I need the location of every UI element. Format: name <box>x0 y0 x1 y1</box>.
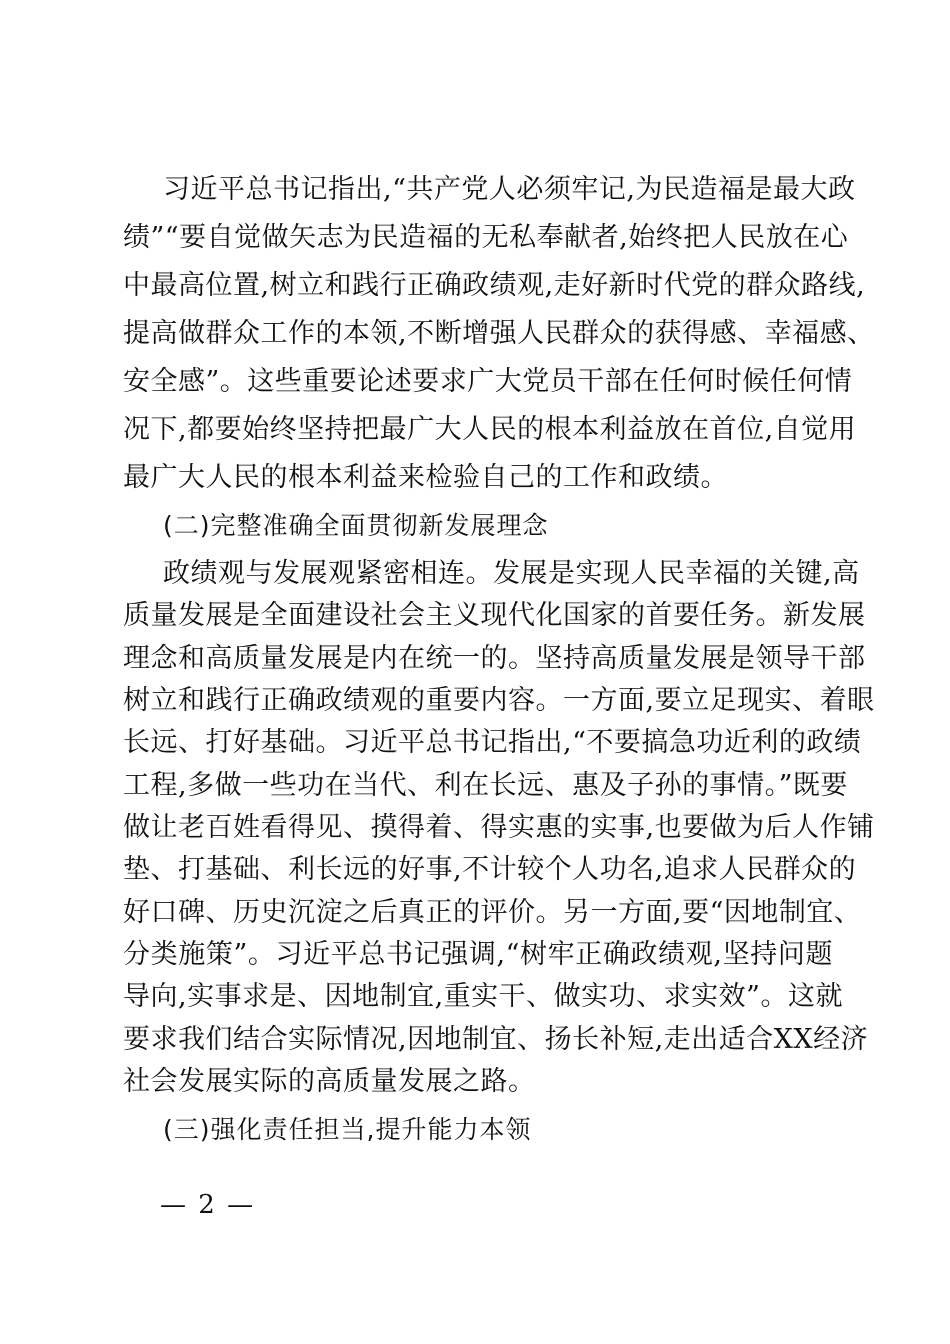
paragraph-1-line-3: 中最高位置,树立和践行正确政绩观,走好新时代党的群众路线, <box>123 270 866 301</box>
paragraph-1-line-1: 习近平总书记指出,“共产党人必须牢记,为民造福是最大政 <box>163 174 856 205</box>
paragraph-1-line-6: 况下,都要始终坚持把最广大人民的根本利益放在首位,自觉用 <box>123 414 857 445</box>
paragraph-2-line-10: 分类施策”。习近平总书记强调,“树牢正确政绩观,坚持问题 <box>123 939 833 970</box>
paragraph-2-line-11: 导向,实事求是、因地制宜,重实干、做实功、求实效”。这就 <box>123 981 843 1012</box>
paragraph-2-line-1: 政绩观与发展观紧密相连。发展是实现人民幸福的关键,高 <box>163 558 860 589</box>
paragraph-2-line-3: 理念和高质量发展是内在统一的。坚持高质量发展是领导干部 <box>123 643 866 674</box>
paragraph-2-line-4: 树立和践行正确政绩观的重要内容。一方面,要立足现实、着眼 <box>123 685 875 716</box>
paragraph-2-line-5: 长远、打好基础。习近平总书记指出,“不要搞急功近利的政绩 <box>123 727 862 758</box>
paragraph-1-line-4: 提高做群众工作的本领,不断增强人民群众的获得感、幸福感、 <box>123 318 875 349</box>
paragraph-2-line-7: 做让老百姓看得见、摸得着、得实惠的实事,也要做为后人作铺 <box>123 812 875 843</box>
paragraph-2-line-12: 要求我们结合实际情况,因地制宜、扬长补短,走出适合XX经济 <box>123 1024 869 1055</box>
paragraph-2-line-13: 社会发展实际的高质量发展之路。 <box>123 1066 536 1097</box>
paragraph-2-line-9: 好口碑、历史沉淀之后真正的评价。另一方面,要“因地制宜、 <box>123 897 862 928</box>
paragraph-2-line-2: 质量发展是全面建设社会主义现代化国家的首要任务。新发展 <box>123 600 866 631</box>
paragraph-1-line-5: 安全感”。这些重要论述要求广大党员干部在任何时候任何情 <box>123 366 853 397</box>
section-heading-2: (二)完整准确全面贯彻新发展理念 <box>163 511 549 540</box>
paragraph-1-line-2: 绩”“要自觉做矢志为民造福的无私奉献者,始终把人民放在心 <box>123 222 849 253</box>
section-heading-3: (三)强化责任担当,提升能力本领 <box>163 1115 532 1144</box>
page-number: — 2 — <box>160 1190 256 1220</box>
paragraph-2-line-6: 工程,多做一些功在当代、利在长远、惠及子孙的事情。”既要 <box>123 770 848 801</box>
paragraph-1-line-7: 最广大人民的根本利益来检验自己的工作和政绩。 <box>123 462 728 493</box>
paragraph-2-line-8: 垫、打基础、利长远的好事,不计较个人功名,追求人民群众的 <box>123 854 857 885</box>
